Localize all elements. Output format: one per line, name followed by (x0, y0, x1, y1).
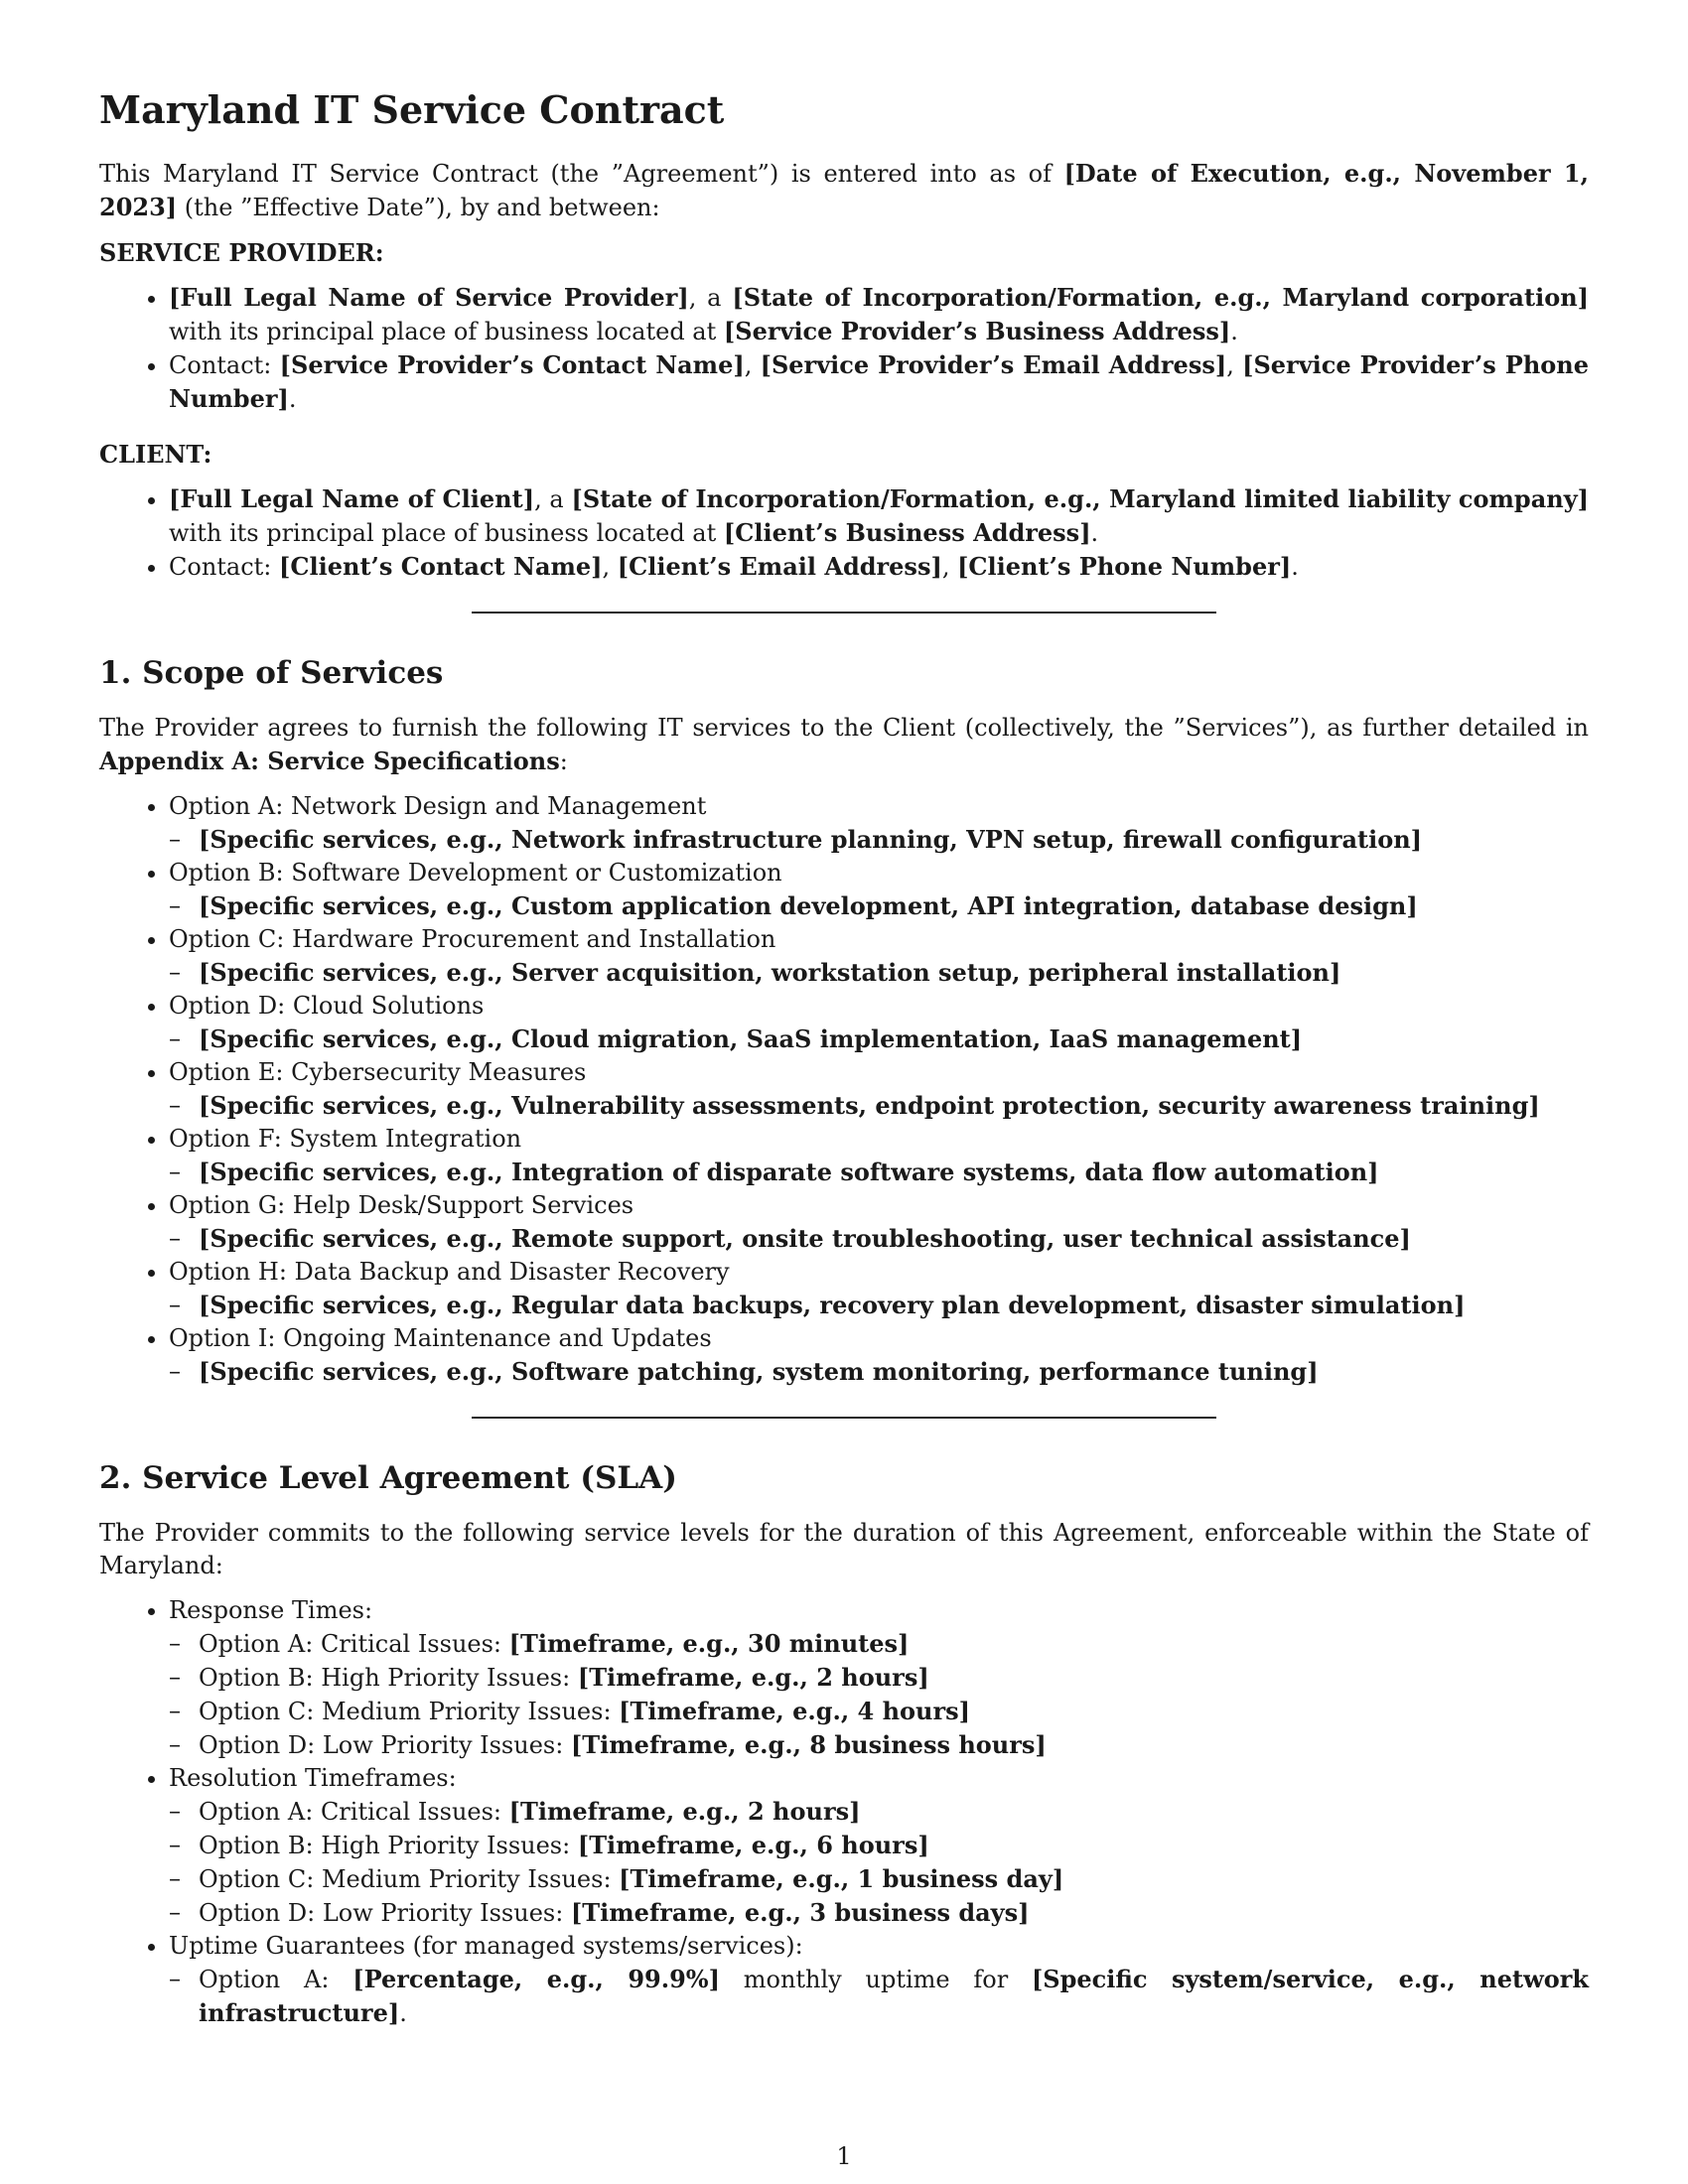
resolution-timeframes-item: • Resolution Timeframes: – Option A: Critical Issues: [Timeframe, e.g., 2 hours] – Option B: High Priority Issues: [Timeframe, e.g., 6 hours] – Option C: Medium Priority Issues: [Timeframe, e.g., 1 business day] – Option D: Low Priority Issues: [Timeframe, e.g., 3 business days] (169, 1762, 1589, 1930)
service-option: • Option E: Cybersecurity Measures – [Specific services, e.g., Vulnerability assessments, endpoint protection, security awareness training] (169, 1056, 1589, 1123)
section-2-intro: The Provider commits to the following service levels for the duration of this Agreement, enforceable within the State of Maryland: (99, 1518, 1589, 1579)
page-number: 1 (836, 2142, 852, 2170)
client-heading: CLIENT: (99, 439, 212, 469)
uptime-option: – Option A: [Percentage, e.g., 99.9%] monthly uptime for [Specific system/service, e.g., network infrastructure]. (199, 1963, 1589, 2030)
service-option: • Option B: Software Development or Customization – [Specific services, e.g., Custom application development, API integration, database design] (169, 857, 1589, 923)
service-option-detail: – [Specific services, e.g., Vulnerability assessments, endpoint protection, security awareness training] (199, 1089, 1589, 1123)
section-1-intro: The Provider agrees to furnish the following IT services to the Client (collectively, the ”Services”), as further detailed in Appendix A: Service Specifications: (99, 713, 1589, 775)
service-option: • Option H: Data Backup and Disaster Recovery – [Specific services, e.g., Regular data backups, recovery plan development, disaster simulation] (169, 1256, 1589, 1322)
service-option-detail: – [Specific services, e.g., Software patching, system monitoring, performance tuning] (199, 1355, 1589, 1389)
appendix-reference: Appendix A: Service Specifications (99, 746, 560, 775)
document-page (99, 87, 1589, 2052)
service-option-detail: – [Specific services, e.g., Cloud migration, SaaS implementation, IaaS management] (199, 1023, 1589, 1056)
section-divider (472, 1417, 1216, 1419)
service-option-detail: – [Specific services, e.g., Regular data backups, recovery plan development, disaster simulation] (199, 1289, 1589, 1322)
section-divider (472, 612, 1216, 614)
service-option: • Option F: System Integration – [Specific services, e.g., Integration of disparate software systems, data flow automation] (169, 1123, 1589, 1189)
response-time-option: – Option A: Critical Issues: [Timeframe, e.g., 30 minutes] (199, 1627, 1589, 1661)
provider-identity: • [Full Legal Name of Service Provider], a [State of Incorporation/Formation, e.g., Maryland corporation] with its principal place of business located at [Service Provider’s Business Address]. (169, 281, 1589, 348)
sla-list (99, 1594, 1589, 2030)
service-options-list (99, 790, 1589, 1389)
provider-list (99, 281, 1589, 416)
provider-heading: SERVICE PROVIDER: (99, 237, 384, 267)
service-option-detail: – [Specific services, e.g., Remote support, onsite troubleshooting, user technical assistance] (199, 1222, 1589, 1256)
document-title: Maryland IT Service Contract (99, 87, 725, 132)
service-option-detail: – [Specific services, e.g., Server acquisition, workstation setup, peripheral installation] (199, 956, 1589, 990)
response-times-item: • Response Times: – Option A: Critical Issues: [Timeframe, e.g., 30 minutes] – Option B: High Priority Issues: [Timeframe, e.g., 2 hours] – Option C: Medium Priority Issues: [Timeframe, e.g., 4 hours] – Option D: Low Priority Issues: [Timeframe, e.g., 8 business hours] (169, 1594, 1589, 1762)
service-option: • Option I: Ongoing Maintenance and Updates – [Specific services, e.g., Software patching, system monitoring, performance tuning] (169, 1322, 1589, 1389)
client-contact: • Contact: [Client’s Contact Name], [Client’s Email Address], [Client’s Phone Number]. (169, 550, 1589, 584)
client-list (99, 482, 1589, 584)
service-option: • Option G: Help Desk/Support Services – [Specific services, e.g., Remote support, onsite troubleshooting, user technical assistance] (169, 1189, 1589, 1256)
uptime-guarantees-item: • Uptime Guarantees (for managed systems/services): – Option A: [Percentage, e.g., 99.9%] monthly uptime for [Specific system/service, e.g., network infrastructure]. (169, 1930, 1589, 2030)
service-option: • Option C: Hardware Procurement and Installation – [Specific services, e.g., Server acquisition, workstation setup, peripheral installation] (169, 923, 1589, 990)
execution-date-placeholder: [Date of Execution, e.g., November 1, 2023] (99, 158, 1589, 221)
service-option: • Option A: Network Design and Management – [Specific services, e.g., Network infrastructure planning, VPN setup, firewall configuration] (169, 790, 1589, 857)
resolution-option: – Option B: High Priority Issues: [Timeframe, e.g., 6 hours] (199, 1829, 1589, 1862)
resolution-option: – Option C: Medium Priority Issues: [Timeframe, e.g., 1 business day] (199, 1862, 1589, 1896)
service-option: • Option D: Cloud Solutions – [Specific services, e.g., Cloud migration, SaaS implementation, IaaS management] (169, 990, 1589, 1056)
service-option-detail: – [Specific services, e.g., Custom application development, API integration, database design] (199, 889, 1589, 923)
service-option-detail: – [Specific services, e.g., Network infrastructure planning, VPN setup, firewall configuration] (199, 823, 1589, 857)
client-identity: • [Full Legal Name of Client], a [State of Incorporation/Formation, e.g., Maryland limited liability company] with its principal place of business located at [Client’s Business Address]. (169, 482, 1589, 550)
section-1-heading: 1. Scope of Services (99, 654, 444, 691)
provider-contact: • Contact: [Service Provider’s Contact Name], [Service Provider’s Email Address], [Service Provider’s Phone Number]. (169, 348, 1589, 416)
response-time-option: – Option C: Medium Priority Issues: [Timeframe, e.g., 4 hours] (199, 1695, 1589, 1728)
resolution-option: – Option A: Critical Issues: [Timeframe, e.g., 2 hours] (199, 1795, 1589, 1829)
intro-paragraph: This Maryland IT Service Contract (the ”Agreement”) is entered into as of [Date of Execution, e.g., November 1, 2023] (the ”Effective Date”), by and between: (99, 158, 1589, 221)
response-time-option: – Option D: Low Priority Issues: [Timeframe, e.g., 8 business hours] (199, 1728, 1589, 1762)
response-time-option: – Option B: High Priority Issues: [Timeframe, e.g., 2 hours] (199, 1661, 1589, 1695)
section-2-heading: 2. Service Level Agreement (SLA) (99, 1459, 677, 1496)
service-option-detail: – [Specific services, e.g., Integration of disparate software systems, data flow automation] (199, 1156, 1589, 1189)
resolution-option: – Option D: Low Priority Issues: [Timeframe, e.g., 3 business days] (199, 1896, 1589, 1930)
